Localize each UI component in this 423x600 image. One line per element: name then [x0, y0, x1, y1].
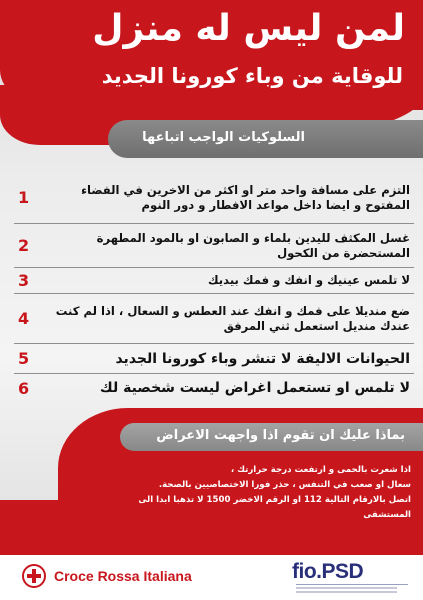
rule-number: 3 [18, 271, 30, 290]
fio-psd-logo [292, 560, 410, 594]
rule-number: 5 [18, 349, 30, 368]
red-cross-icon [22, 564, 46, 588]
rule-number: 1 [18, 188, 30, 207]
rule-number: 4 [18, 309, 30, 328]
symptoms-tab: بماذا عليك ان تقوم اذا واجهت الاعراض [120, 423, 423, 451]
rule-text: غسل المكثف لليدين بلماء و الصابون او بالمود المطهرة المستحضرة من الكحول [96, 230, 410, 260]
fio-psd-logo-text: fio.PSD [292, 560, 364, 583]
rule-number: 6 [18, 378, 30, 398]
rule-text: لا تلمس او تستعمل اغراض ليست شخصية لك [99, 380, 410, 396]
advice-line: سعال او صعب في التنفس ، حذر فورا الاختصاصيين بالصحة. [158, 480, 411, 490]
rule-text: لا تلمس عينيك و انفك و فمك بيديك [207, 273, 410, 287]
rule-text: الحيوانات الاليفة لا تنشر وباء كورونا الجديد [115, 350, 410, 367]
poster-title: لمن ليس له منزل [92, 8, 405, 49]
list-item [14, 268, 414, 294]
section-label: السلوكيات الواجب اتباعها [108, 120, 423, 158]
advice-line: اذا شعرت بالحمى و ارتفعت درجة حرارتك ، [230, 465, 411, 475]
croce-rossa-logo-text: Croce Rossa Italiana [54, 568, 192, 584]
list-item [14, 294, 414, 344]
list-item [14, 224, 414, 268]
list-item [14, 374, 414, 402]
rule-text: التزم على مسافة واحد متر او اكثر من الاخرين في الفضاء المفتوح و ايضا داخل مواعد الافطار و دور النوم [81, 182, 410, 212]
list-item [14, 172, 414, 224]
rule-number: 2 [18, 236, 30, 255]
advice-text [101, 463, 411, 523]
fio-psd-tagline-lines [296, 584, 408, 592]
rules-list [14, 172, 414, 402]
list-item [14, 344, 414, 374]
poster-subtitle: للوقاية من وباء كورونا الجديد [101, 64, 403, 88]
advice-line: اتصل بالارقام التالية 112 او الرقم الاخضر 1500 لا تذهبا ابدا الى المستشفى [138, 495, 411, 520]
rule-text: ضع منديلا على فمك و انفك عند العطس و السعال ، اذا لم كنت عندك منديل استعمل ثني المرفق [55, 303, 410, 333]
